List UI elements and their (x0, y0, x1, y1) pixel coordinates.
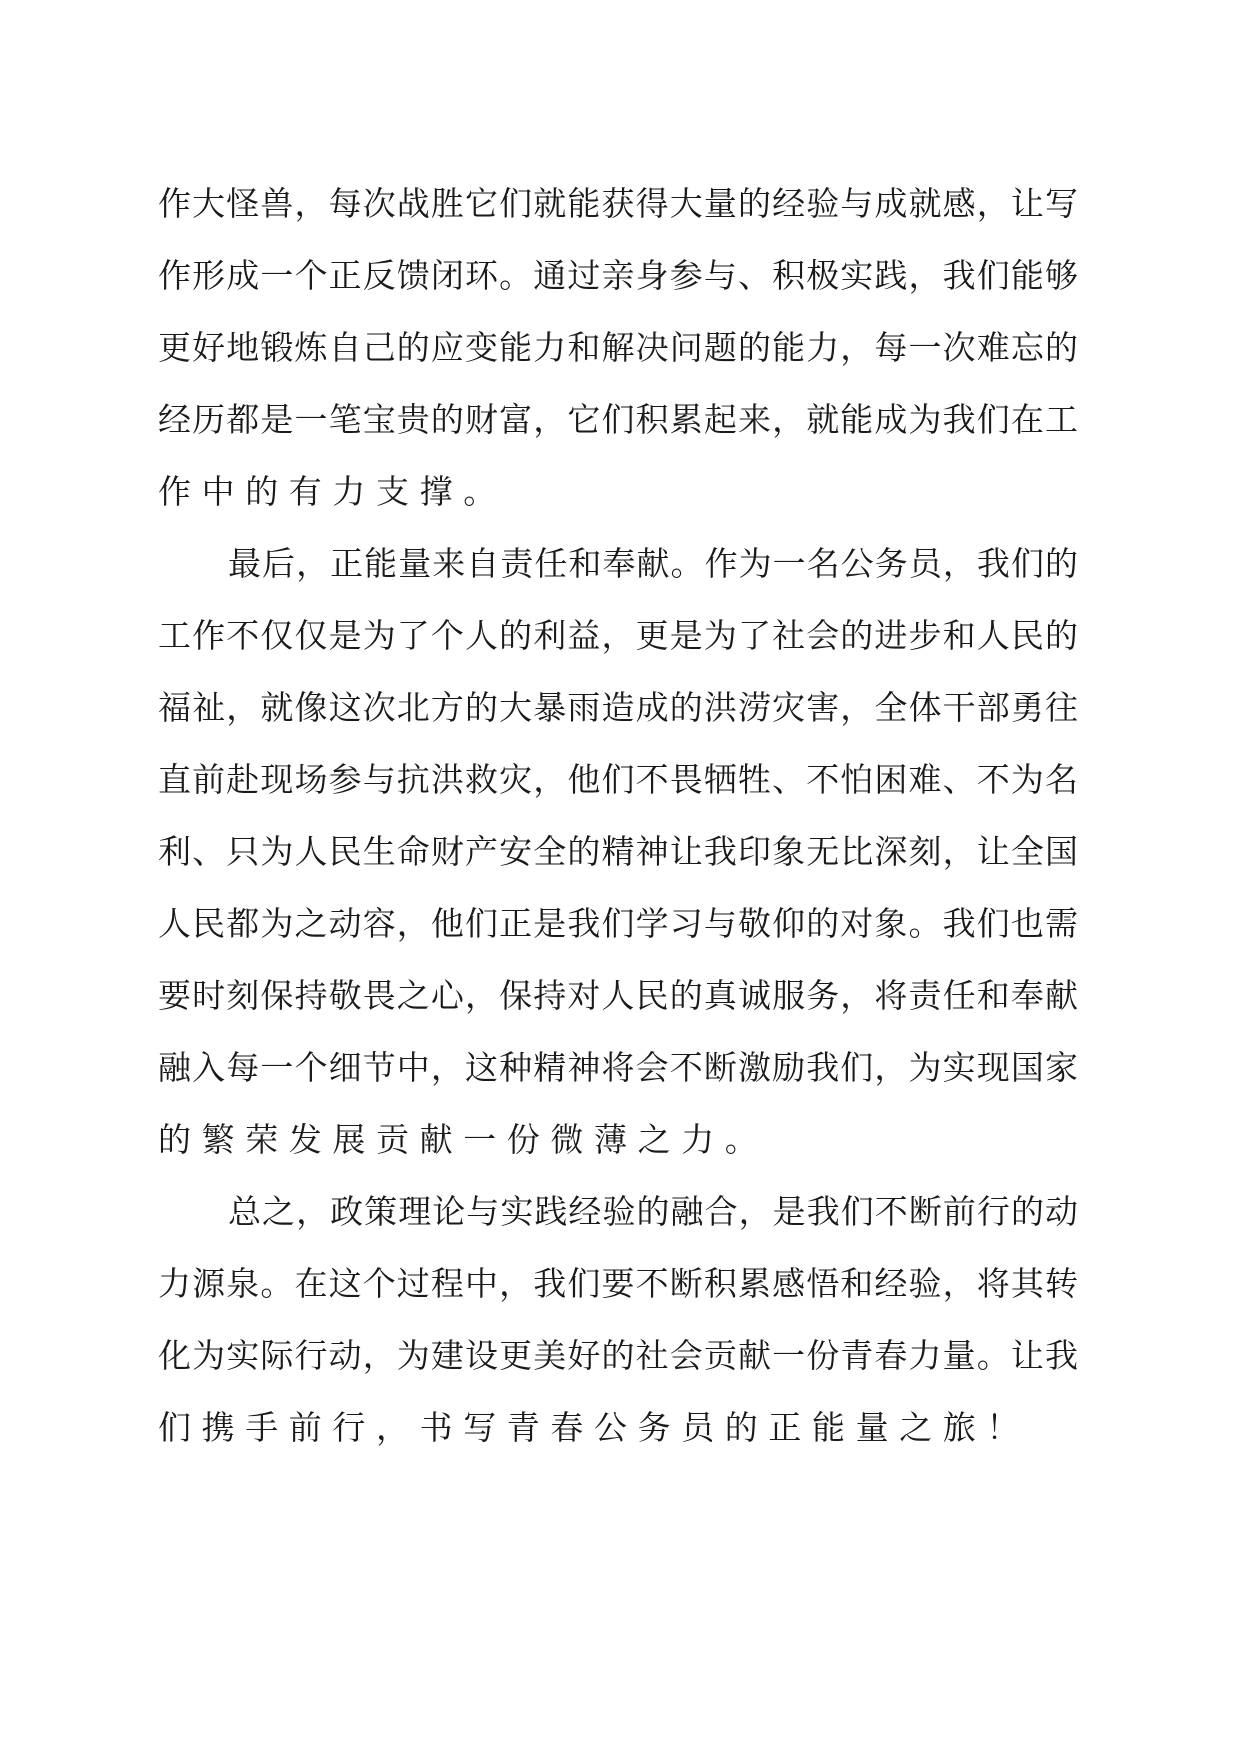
text-line: 总之，政策理论与实践经验的融合，是我们不断前行的动 (228, 1192, 1078, 1231)
text-line: 要时刻保持敬畏之心，保持对人民的真诚服务，将责任和奉献 (158, 976, 1078, 1015)
text-line: 们携手前行，书写青春公务员的正能量之旅！ (158, 1408, 1030, 1447)
text-line: 直前赴现场参与抗洪救灾，他们不畏牺牲、不怕困难、不为名 (158, 760, 1078, 799)
text-line: 人民都为之动容，他们正是我们学习与敬仰的对象。我们也需 (158, 904, 1078, 943)
text-line: 的繁荣发展贡献一份微薄之力。 (158, 1120, 769, 1159)
text-line: 最后，正能量来自责任和奉献。作为一名公务员，我们的 (228, 544, 1078, 583)
text-line: 力源泉。在这个过程中，我们要不断积累感悟和经验，将其转 (158, 1264, 1078, 1303)
document-body (158, 168, 1078, 1464)
paragraph-2 (158, 528, 1078, 1176)
text-line: 经历都是一笔宝贵的财富，它们积累起来，就能成为我们在工 (158, 400, 1078, 439)
text-line: 工作不仅仅是为了个人的利益，更是为了社会的进步和人民的 (158, 616, 1078, 655)
paragraph-3 (158, 1176, 1078, 1464)
text-line: 作大怪兽，每次战胜它们就能获得大量的经验与成就感，让写 (158, 184, 1078, 223)
text-line: 福祉，就像这次北方的大暴雨造成的洪涝灾害，全体干部勇往 (158, 688, 1078, 727)
paragraph-1 (158, 168, 1078, 528)
text-line: 融入每一个细节中，这种精神将会不断激励我们，为实现国家 (158, 1048, 1078, 1087)
text-line: 利、只为人民生命财产安全的精神让我印象无比深刻，让全国 (158, 832, 1078, 871)
text-line: 更好地锻炼自己的应变能力和解决问题的能力，每一次难忘的 (158, 328, 1078, 367)
text-line: 化为实际行动，为建设更美好的社会贡献一份青春力量。让我 (158, 1336, 1078, 1375)
text-line: 作中的有力支撑。 (158, 472, 507, 511)
text-line: 作形成一个正反馈闭环。通过亲身参与、积极实践，我们能够 (158, 256, 1078, 295)
